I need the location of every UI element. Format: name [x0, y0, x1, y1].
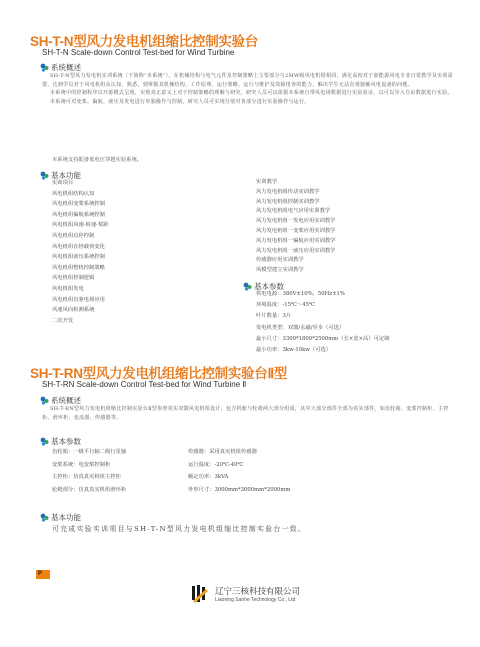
list-item: 风力发电机组传动实训教学 — [256, 188, 320, 195]
param-item: 最小功率：3kw-10kw（可选） — [256, 347, 332, 354]
page-subtitle: SH-T-N Scale-down Control Test-bed for Wind Turbine — [42, 48, 235, 57]
param-cell: 主控柜：仿真真实机组主控柜 — [52, 474, 121, 480]
functions-left-list — [52, 178, 109, 326]
company-logo — [190, 583, 212, 605]
param-item: 叶片数量：3片 — [256, 313, 292, 320]
section-bullet-icon — [40, 63, 49, 72]
overview2-heading-label: 系统概述 — [51, 396, 81, 405]
list-item: 传感器应用实训教学 — [256, 257, 304, 264]
param-cell: 运行温度：-20℃-40℃ — [188, 461, 244, 468]
page-tag: P — [36, 570, 50, 579]
list-item: 风电机组偏航系统控制 — [52, 211, 105, 218]
list-item: 二次开发 — [52, 317, 74, 324]
section-subtitle: SH-T-RN Scale-down Control Test-bed for Wind Turbine Ⅱ — [42, 380, 247, 389]
list-item: 风模型建立实训教学 — [256, 267, 304, 274]
param-cell: 额定功率：3kVA — [188, 474, 229, 480]
params2-heading-label: 基本参数 — [51, 437, 81, 446]
section-bullet-icon — [40, 396, 49, 405]
list-item: 风电机组控制逻辑 — [52, 275, 95, 282]
functions2-heading — [40, 512, 81, 523]
page-title: SH-T-N型风力发电机组缩比控制实验台 — [30, 34, 258, 49]
param-item: 发电机类型：双馈/永磁/异步（可选） — [256, 324, 345, 331]
list-item: 风电机组在轻载荷变化 — [52, 243, 105, 250]
list-item: 风力发电机组一变桨应用实训教学 — [256, 227, 336, 234]
list-item: 实训教学 — [256, 179, 278, 185]
param-cell: 变桨系统：电变桨控制柜 — [52, 461, 111, 468]
section-bullet-icon — [40, 513, 49, 522]
functions-heading-label: 基本功能 — [51, 171, 81, 180]
list-item: 风电机组整机控制策略 — [52, 264, 105, 271]
section-bullet-icon — [40, 171, 49, 180]
list-item: 风力发电机组一发电应用实训教学 — [256, 218, 336, 225]
list-item: 风电机组结构认知 — [52, 190, 95, 197]
list-item: 实训项目 — [52, 180, 74, 186]
company-name-cn: 辽宁三核科技有限公司 — [215, 586, 301, 596]
overview-text — [42, 72, 454, 106]
param-cell: 传感器：采用真实机组传感器 — [188, 449, 257, 455]
functions2-heading-label: 基本功能 — [51, 513, 81, 522]
support-note: 本系统支持配备低电压穿越实验系统。 — [52, 157, 143, 163]
company-logo-icon — [190, 583, 212, 605]
list-item: 风力发电机组控制实训教学 — [256, 198, 320, 205]
params-list — [256, 289, 390, 356]
section-bullet-icon — [40, 437, 49, 446]
param-row — [52, 460, 290, 473]
param-row — [52, 472, 290, 485]
list-item: 风力发电机组一液压应用实训教学 — [256, 247, 336, 254]
param-item: 最小尺寸：3300*1800*2500mm（长×宽×高）可定制 — [256, 335, 390, 342]
list-item: 风力发电机组电气应用实训教学 — [256, 208, 331, 215]
params2-heading — [40, 436, 81, 447]
param-row — [52, 447, 290, 460]
list-item: 风电机组直驱电场应用 — [52, 296, 105, 303]
params2-grid — [52, 447, 290, 497]
section-bullet-icon — [243, 282, 252, 291]
list-item: 风速风向检测系统 — [52, 307, 95, 314]
list-item: 风电机组液压系统控制 — [52, 254, 105, 261]
list-item: 风力发电机组一偏航应用实训教学 — [256, 237, 336, 244]
param-cell: 轮毂部分：仿真真实机组滑环柜 — [52, 486, 127, 493]
param-item: 环境温度：-15℃～45℃ — [256, 302, 315, 309]
param-item: 供电电源：380V±10%，50Hz±1% — [256, 291, 345, 297]
list-item: 风电机组风速-转速-桨距 — [52, 222, 109, 229]
overview-paragraph: 本系统中的控制程序以开源模式呈现，实现真正意义上对于控制策略的理解与研究，研究人员可以依据本系统自带风电场数据进行实验验证，以可以导入自由数据进行实验。 — [50, 90, 453, 97]
section-title: SH-T-RN型风力发电机组缩比控制实验台Ⅱ型 — [30, 366, 287, 381]
overview-heading-label: 系统概述 — [51, 63, 81, 72]
list-item: 风电机组启停控制 — [52, 232, 95, 239]
param-cell: 齿轮箱：一级平行轴二级行星轴 — [52, 449, 127, 455]
overview-paragraph: 本系统可对变桨、偏航、液压及发电进行单独操作与控制，研究人员可实现分别对各部分进行实验操作与运行。 — [50, 98, 310, 105]
company-name-en: Liaoning Sanhe Technology Co., Ltd — [215, 597, 296, 603]
params-heading-label: 基本参数 — [254, 282, 284, 291]
param-cell: 外形尺寸：3000mm*3000mm*2000mm — [188, 486, 291, 493]
overview2-paragraph: SH-T-RN型风力发电机组缩比控制实验台Ⅱ型参照真实双馈风电机组设计，包含机舱与轮毂两大部分组成，其中大部分部件全部为真实部件，如齿轮箱、变桨控制柜、主控柜、滑环柜、变流器、传感器等。 — [42, 406, 449, 421]
param-row — [52, 485, 290, 498]
functions-right-list — [256, 178, 335, 276]
overview2-text — [42, 405, 454, 422]
list-item: 风电机组变桨系统控制 — [52, 201, 105, 208]
list-item: 风电机组发电 — [52, 285, 84, 292]
overview-paragraph: SH-T-N型风力发电机实训系统（下简称“本系统”），在机械结构与电气元件及控制策略上主要部分与2MW级风电机组相同，满足高校对于新能源风电专业日常教学及实训需要，达到学员对于风电机组从认知、熟悉、到掌握其机械结构、工作原理、运行策略、运行与维护及故障排查的能力，解决学生无法直观接触风电设备的问题。 — [42, 73, 454, 88]
functions2-text: 可完成实验实训项目与SH-T-N型风力发电机组缩比控制实验台一致。 — [52, 525, 307, 533]
